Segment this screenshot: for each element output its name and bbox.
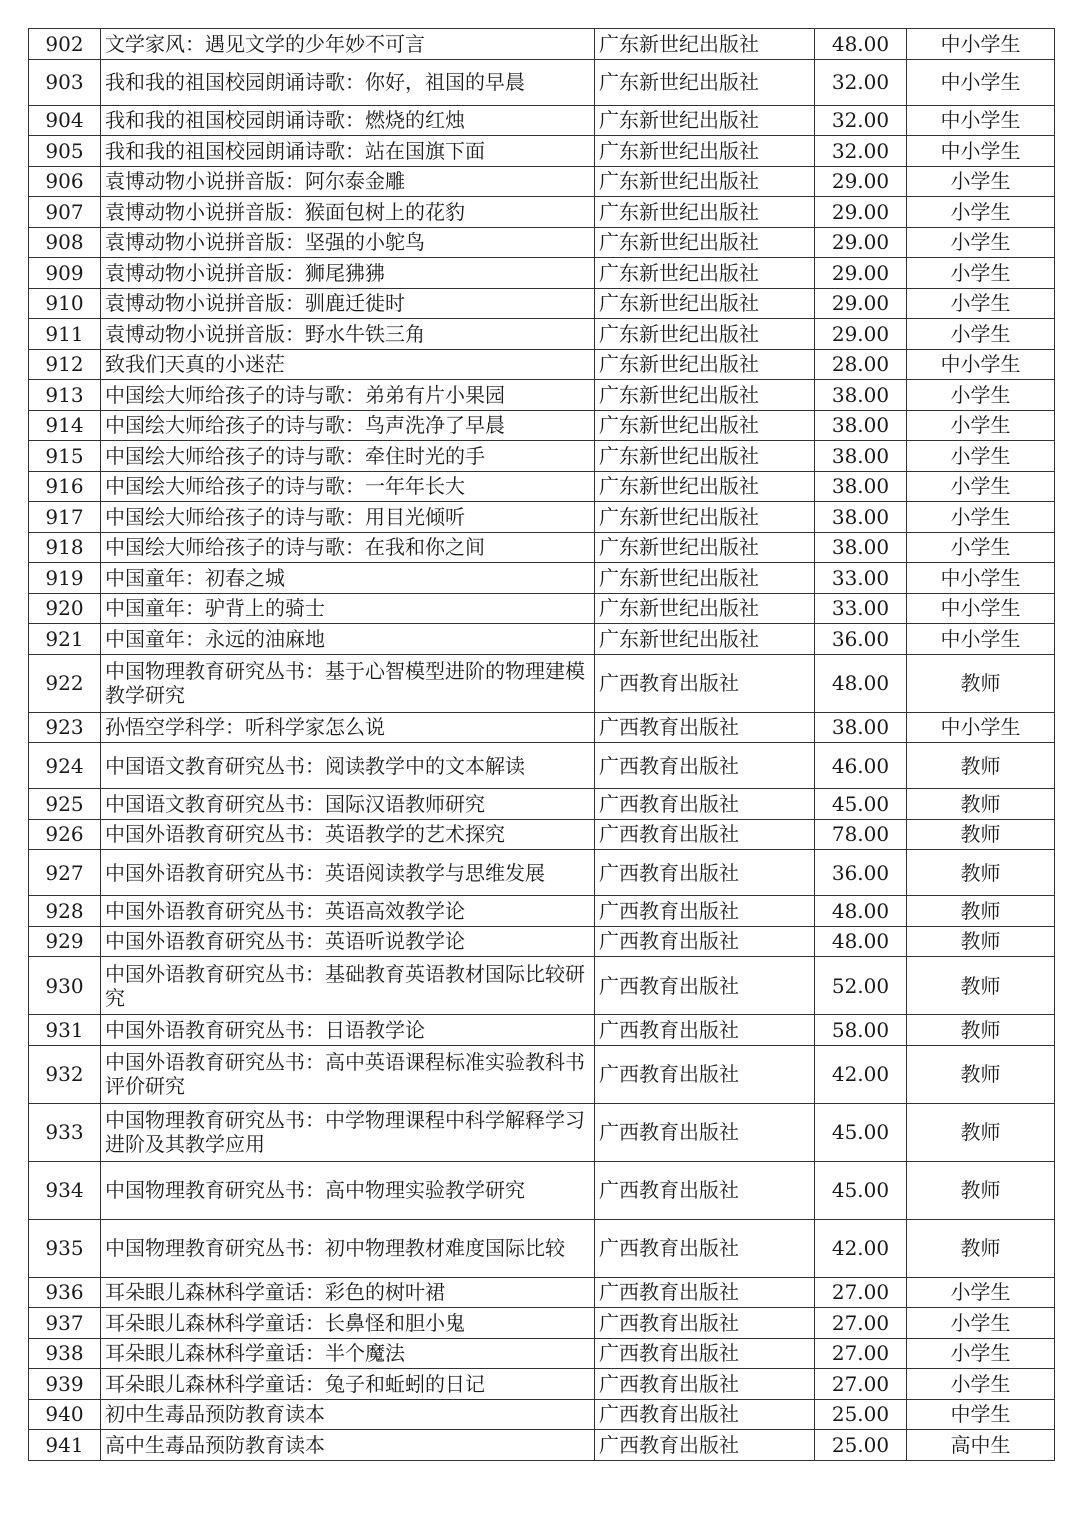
price-cell: 48.00: [815, 29, 907, 60]
publisher-cell: 广东新世纪出版社: [595, 197, 815, 228]
book-title-cell: 中国绘大师给孩子的诗与歌：一年年长大: [101, 471, 595, 502]
audience-cell: 小学生: [907, 227, 1055, 258]
table-row: [29, 380, 1055, 411]
book-title-cell: 中国外语教育研究丛书：英语阅读教学与思维发展: [101, 850, 595, 896]
publisher-cell: 广西教育出版社: [595, 743, 815, 789]
book-title-cell: 中国外语教育研究丛书：日语教学论: [101, 1015, 595, 1046]
book-title-cell: 中国外语教育研究丛书：英语高效教学论: [101, 896, 595, 927]
price-cell: 29.00: [815, 319, 907, 350]
publisher-cell: 广西教育出版社: [595, 789, 815, 820]
table-row: [29, 319, 1055, 350]
table-row: [29, 896, 1055, 927]
audience-cell: 小学生: [907, 319, 1055, 350]
audience-cell: 教师: [907, 819, 1055, 850]
table-row: [29, 105, 1055, 136]
table-row: [29, 1161, 1055, 1219]
book-title-cell: 中国语文教育研究丛书：国际汉语教师研究: [101, 789, 595, 820]
audience-cell: 教师: [907, 957, 1055, 1015]
publisher-cell: 广西教育出版社: [595, 712, 815, 743]
table-row: [29, 288, 1055, 319]
price-cell: 38.00: [815, 712, 907, 743]
price-cell: 29.00: [815, 166, 907, 197]
book-title-cell: 中国绘大师给孩子的诗与歌：牵住时光的手: [101, 441, 595, 472]
table-row: [29, 349, 1055, 380]
row-number-cell: 919: [29, 563, 101, 594]
price-cell: 33.00: [815, 593, 907, 624]
audience-cell: 中小学生: [907, 624, 1055, 655]
publisher-cell: 广西教育出版社: [595, 1308, 815, 1339]
row-number-cell: 910: [29, 288, 101, 319]
table-row: [29, 471, 1055, 502]
publisher-cell: 广东新世纪出版社: [595, 29, 815, 60]
book-title-cell: 中国童年：驴背上的骑士: [101, 593, 595, 624]
publisher-cell: 广东新世纪出版社: [595, 441, 815, 472]
publisher-cell: 广东新世纪出版社: [595, 59, 815, 105]
book-title-cell: 中国外语教育研究丛书：英语听说教学论: [101, 926, 595, 957]
publisher-cell: 广西教育出版社: [595, 1161, 815, 1219]
row-number-cell: 938: [29, 1338, 101, 1369]
audience-cell: 小学生: [907, 1338, 1055, 1369]
table-row: [29, 789, 1055, 820]
book-title-cell: 我和我的祖国校园朗诵诗歌：你好，祖国的早晨: [101, 59, 595, 105]
table-row: [29, 819, 1055, 850]
row-number-cell: 916: [29, 471, 101, 502]
audience-cell: 小学生: [907, 288, 1055, 319]
price-cell: 52.00: [815, 957, 907, 1015]
audience-cell: 小学生: [907, 258, 1055, 289]
table-row: [29, 654, 1055, 712]
table-row: [29, 441, 1055, 472]
row-number-cell: 905: [29, 136, 101, 167]
audience-cell: 中小学生: [907, 59, 1055, 105]
price-cell: 29.00: [815, 258, 907, 289]
book-title-cell: 袁博动物小说拼音版：驯鹿迁徙时: [101, 288, 595, 319]
audience-cell: 小学生: [907, 410, 1055, 441]
row-number-cell: 922: [29, 654, 101, 712]
publisher-cell: 广西教育出版社: [595, 654, 815, 712]
publisher-cell: 广东新世纪出版社: [595, 532, 815, 563]
table-body: [29, 29, 1055, 1461]
book-title-cell: 中国语文教育研究丛书：阅读教学中的文本解读: [101, 743, 595, 789]
row-number-cell: 923: [29, 712, 101, 743]
row-number-cell: 903: [29, 59, 101, 105]
row-number-cell: 935: [29, 1219, 101, 1277]
publisher-cell: 广西教育出版社: [595, 819, 815, 850]
audience-cell: 教师: [907, 1103, 1055, 1161]
row-number-cell: 928: [29, 896, 101, 927]
publisher-cell: 广东新世纪出版社: [595, 593, 815, 624]
book-title-cell: 初中生毒品预防教育读本: [101, 1399, 595, 1430]
table-row: [29, 258, 1055, 289]
publisher-cell: 广东新世纪出版社: [595, 349, 815, 380]
book-title-cell: 文学家风：遇见文学的少年妙不可言: [101, 29, 595, 60]
row-number-cell: 921: [29, 624, 101, 655]
audience-cell: 小学生: [907, 502, 1055, 533]
price-cell: 38.00: [815, 441, 907, 472]
book-title-cell: 我和我的祖国校园朗诵诗歌：站在国旗下面: [101, 136, 595, 167]
table-row: [29, 1308, 1055, 1339]
publisher-cell: 广西教育出版社: [595, 896, 815, 927]
price-cell: 27.00: [815, 1369, 907, 1400]
price-cell: 46.00: [815, 743, 907, 789]
table-row: [29, 532, 1055, 563]
price-cell: 29.00: [815, 197, 907, 228]
price-cell: 29.00: [815, 288, 907, 319]
row-number-cell: 930: [29, 957, 101, 1015]
book-title-cell: 袁博动物小说拼音版：阿尔泰金雕: [101, 166, 595, 197]
row-number-cell: 912: [29, 349, 101, 380]
audience-cell: 教师: [907, 743, 1055, 789]
audience-cell: 中小学生: [907, 105, 1055, 136]
table-row: [29, 1338, 1055, 1369]
book-title-cell: 中国绘大师给孩子的诗与歌：弟弟有片小果园: [101, 380, 595, 411]
book-title-cell: 袁博动物小说拼音版：猴面包树上的花豹: [101, 197, 595, 228]
row-number-cell: 933: [29, 1103, 101, 1161]
table-row: [29, 593, 1055, 624]
audience-cell: 小学生: [907, 1369, 1055, 1400]
audience-cell: 教师: [907, 1045, 1055, 1103]
book-title-cell: 中国童年：初春之城: [101, 563, 595, 594]
publisher-cell: 广东新世纪出版社: [595, 319, 815, 350]
price-cell: 45.00: [815, 789, 907, 820]
book-title-cell: 孙悟空学科学：听科学家怎么说: [101, 712, 595, 743]
audience-cell: 中小学生: [907, 563, 1055, 594]
book-title-cell: 中国物理教育研究丛书：初中物理教材难度国际比较: [101, 1219, 595, 1277]
book-title-cell: 中国外语教育研究丛书：英语教学的艺术探究: [101, 819, 595, 850]
publisher-cell: 广西教育出版社: [595, 1219, 815, 1277]
book-list-sheet: [28, 28, 1055, 1461]
table-row: [29, 712, 1055, 743]
publisher-cell: 广东新世纪出版社: [595, 227, 815, 258]
publisher-cell: 广东新世纪出版社: [595, 471, 815, 502]
table-row: [29, 957, 1055, 1015]
audience-cell: 教师: [907, 1015, 1055, 1046]
publisher-cell: 广西教育出版社: [595, 1103, 815, 1161]
price-cell: 45.00: [815, 1103, 907, 1161]
row-number-cell: 904: [29, 105, 101, 136]
publisher-cell: 广西教育出版社: [595, 957, 815, 1015]
table-row: [29, 1219, 1055, 1277]
row-number-cell: 932: [29, 1045, 101, 1103]
table-row: [29, 1103, 1055, 1161]
book-title-cell: 耳朵眼儿森林科学童话：兔子和蚯蚓的日记: [101, 1369, 595, 1400]
book-title-cell: 中国童年：永远的油麻地: [101, 624, 595, 655]
audience-cell: 高中生: [907, 1430, 1055, 1461]
table-row: [29, 850, 1055, 896]
table-row: [29, 1369, 1055, 1400]
audience-cell: 小学生: [907, 197, 1055, 228]
book-title-cell: 袁博动物小说拼音版：狮尾狒狒: [101, 258, 595, 289]
table-row: [29, 926, 1055, 957]
book-title-cell: 耳朵眼儿森林科学童话：半个魔法: [101, 1338, 595, 1369]
table-row: [29, 1430, 1055, 1461]
price-cell: 32.00: [815, 136, 907, 167]
book-title-cell: 中国绘大师给孩子的诗与歌：在我和你之间: [101, 532, 595, 563]
publisher-cell: 广西教育出版社: [595, 1369, 815, 1400]
row-number-cell: 929: [29, 926, 101, 957]
table-row: [29, 743, 1055, 789]
audience-cell: 教师: [907, 654, 1055, 712]
publisher-cell: 广西教育出版社: [595, 1338, 815, 1369]
price-cell: 58.00: [815, 1015, 907, 1046]
price-cell: 27.00: [815, 1277, 907, 1308]
audience-cell: 中小学生: [907, 136, 1055, 167]
row-number-cell: 924: [29, 743, 101, 789]
table-row: [29, 59, 1055, 105]
row-number-cell: 918: [29, 532, 101, 563]
audience-cell: 教师: [907, 896, 1055, 927]
table-row: [29, 136, 1055, 167]
row-number-cell: 907: [29, 197, 101, 228]
table-row: [29, 1277, 1055, 1308]
publisher-cell: 广西教育出版社: [595, 1430, 815, 1461]
price-cell: 36.00: [815, 850, 907, 896]
table-row: [29, 624, 1055, 655]
price-cell: 38.00: [815, 532, 907, 563]
book-title-cell: 耳朵眼儿森林科学童话：长鼻怪和胆小鬼: [101, 1308, 595, 1339]
table-row: [29, 1015, 1055, 1046]
row-number-cell: 925: [29, 789, 101, 820]
publisher-cell: 广东新世纪出版社: [595, 380, 815, 411]
book-title-cell: 中国外语教育研究丛书：高中英语课程标准实验教科书评价研究: [101, 1045, 595, 1103]
publisher-cell: 广东新世纪出版社: [595, 258, 815, 289]
row-number-cell: 914: [29, 410, 101, 441]
book-title-cell: 中国外语教育研究丛书：基础教育英语教材国际比较研究: [101, 957, 595, 1015]
audience-cell: 教师: [907, 1161, 1055, 1219]
book-title-cell: 中国物理教育研究丛书：中学物理课程中科学解释学习进阶及其教学应用: [101, 1103, 595, 1161]
row-number-cell: 934: [29, 1161, 101, 1219]
publisher-cell: 广东新世纪出版社: [595, 288, 815, 319]
audience-cell: 教师: [907, 926, 1055, 957]
price-cell: 28.00: [815, 349, 907, 380]
price-cell: 48.00: [815, 926, 907, 957]
audience-cell: 教师: [907, 850, 1055, 896]
price-cell: 27.00: [815, 1308, 907, 1339]
price-cell: 32.00: [815, 59, 907, 105]
price-cell: 42.00: [815, 1219, 907, 1277]
book-title-cell: 中国物理教育研究丛书：基于心智模型进阶的物理建模教学研究: [101, 654, 595, 712]
audience-cell: 中小学生: [907, 29, 1055, 60]
book-title-cell: 中国绘大师给孩子的诗与歌：用目光倾听: [101, 502, 595, 533]
price-cell: 25.00: [815, 1430, 907, 1461]
row-number-cell: 917: [29, 502, 101, 533]
book-title-cell: 袁博动物小说拼音版：野水牛铁三角: [101, 319, 595, 350]
row-number-cell: 926: [29, 819, 101, 850]
row-number-cell: 908: [29, 227, 101, 258]
price-cell: 48.00: [815, 896, 907, 927]
price-cell: 38.00: [815, 471, 907, 502]
price-cell: 38.00: [815, 502, 907, 533]
audience-cell: 小学生: [907, 166, 1055, 197]
audience-cell: 小学生: [907, 471, 1055, 502]
publisher-cell: 广西教育出版社: [595, 850, 815, 896]
price-cell: 45.00: [815, 1161, 907, 1219]
publisher-cell: 广东新世纪出版社: [595, 136, 815, 167]
table-row: [29, 410, 1055, 441]
row-number-cell: 911: [29, 319, 101, 350]
publisher-cell: 广西教育出版社: [595, 926, 815, 957]
publisher-cell: 广东新世纪出版社: [595, 502, 815, 533]
price-cell: 27.00: [815, 1338, 907, 1369]
row-number-cell: 913: [29, 380, 101, 411]
price-cell: 33.00: [815, 563, 907, 594]
row-number-cell: 909: [29, 258, 101, 289]
book-title-cell: 致我们天真的小迷茫: [101, 349, 595, 380]
row-number-cell: 936: [29, 1277, 101, 1308]
book-table: [28, 28, 1055, 1461]
publisher-cell: 广西教育出版社: [595, 1015, 815, 1046]
price-cell: 38.00: [815, 380, 907, 411]
row-number-cell: 927: [29, 850, 101, 896]
publisher-cell: 广东新世纪出版社: [595, 624, 815, 655]
publisher-cell: 广西教育出版社: [595, 1277, 815, 1308]
book-title-cell: 耳朵眼儿森林科学童话：彩色的树叶裙: [101, 1277, 595, 1308]
book-title-cell: 我和我的祖国校园朗诵诗歌：燃烧的红烛: [101, 105, 595, 136]
audience-cell: 小学生: [907, 532, 1055, 563]
table-row: [29, 197, 1055, 228]
book-title-cell: 中国绘大师给孩子的诗与歌：鸟声洗净了早晨: [101, 410, 595, 441]
publisher-cell: 广东新世纪出版社: [595, 166, 815, 197]
price-cell: 25.00: [815, 1399, 907, 1430]
audience-cell: 中小学生: [907, 712, 1055, 743]
audience-cell: 小学生: [907, 380, 1055, 411]
price-cell: 36.00: [815, 624, 907, 655]
row-number-cell: 937: [29, 1308, 101, 1339]
price-cell: 48.00: [815, 654, 907, 712]
publisher-cell: 广东新世纪出版社: [595, 563, 815, 594]
audience-cell: 教师: [907, 1219, 1055, 1277]
book-title-cell: 中国物理教育研究丛书：高中物理实验教学研究: [101, 1161, 595, 1219]
row-number-cell: 940: [29, 1399, 101, 1430]
row-number-cell: 906: [29, 166, 101, 197]
row-number-cell: 915: [29, 441, 101, 472]
table-row: [29, 29, 1055, 60]
publisher-cell: 广东新世纪出版社: [595, 105, 815, 136]
audience-cell: 中小学生: [907, 349, 1055, 380]
row-number-cell: 902: [29, 29, 101, 60]
table-row: [29, 1045, 1055, 1103]
audience-cell: 中小学生: [907, 593, 1055, 624]
table-row: [29, 1399, 1055, 1430]
audience-cell: 教师: [907, 789, 1055, 820]
publisher-cell: 广西教育出版社: [595, 1399, 815, 1430]
row-number-cell: 931: [29, 1015, 101, 1046]
row-number-cell: 941: [29, 1430, 101, 1461]
price-cell: 29.00: [815, 227, 907, 258]
row-number-cell: 920: [29, 593, 101, 624]
book-title-cell: 袁博动物小说拼音版：坚强的小鸵鸟: [101, 227, 595, 258]
table-row: [29, 502, 1055, 533]
audience-cell: 小学生: [907, 1308, 1055, 1339]
price-cell: 42.00: [815, 1045, 907, 1103]
table-row: [29, 563, 1055, 594]
audience-cell: 中学生: [907, 1399, 1055, 1430]
table-row: [29, 227, 1055, 258]
publisher-cell: 广东新世纪出版社: [595, 410, 815, 441]
table-row: [29, 166, 1055, 197]
audience-cell: 小学生: [907, 441, 1055, 472]
price-cell: 32.00: [815, 105, 907, 136]
publisher-cell: 广西教育出版社: [595, 1045, 815, 1103]
row-number-cell: 939: [29, 1369, 101, 1400]
book-title-cell: 高中生毒品预防教育读本: [101, 1430, 595, 1461]
price-cell: 78.00: [815, 819, 907, 850]
price-cell: 38.00: [815, 410, 907, 441]
audience-cell: 小学生: [907, 1277, 1055, 1308]
